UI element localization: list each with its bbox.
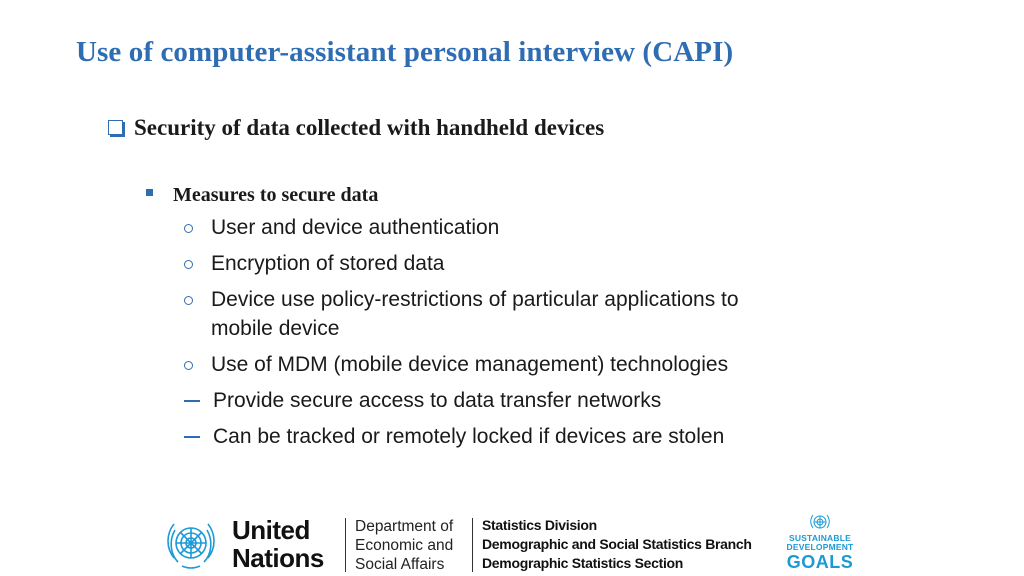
list-item-text: Encryption of stored data xyxy=(211,252,445,275)
list-item-text: Use of MDM (mobile device management) technologies xyxy=(211,353,729,376)
level1-text: Security of data collected with handheld devices xyxy=(134,115,605,140)
un-name xyxy=(232,516,324,572)
circle-bullet-icon xyxy=(184,224,193,233)
sdg-logo xyxy=(784,512,856,570)
un-name-line1: United xyxy=(232,515,310,545)
list-item-text: User and device authentication xyxy=(211,216,500,239)
dash-bullet-icon xyxy=(184,436,200,438)
level2-text: Measures to secure data xyxy=(173,183,379,206)
stats-line1: Statistics Division xyxy=(482,517,597,533)
stats-line2: Demographic and Social Statistics Branch xyxy=(482,536,752,552)
list-item-text: Device use policy-restrictions of particular applications to mobile device xyxy=(211,288,739,340)
divider xyxy=(472,518,473,572)
stats-line3: Demographic Statistics Section xyxy=(482,555,684,571)
list-item xyxy=(184,386,804,415)
level2-bullet xyxy=(146,182,378,208)
circle-bullet-icon xyxy=(184,361,193,370)
desa-line2: Economic and xyxy=(355,537,454,554)
list-item xyxy=(184,350,804,379)
desa-line1: Department of xyxy=(355,518,454,535)
sdg-goals: GOALS xyxy=(786,552,854,572)
slide-title: Use of computer-assistant personal interview (CAPI) xyxy=(76,36,734,68)
un-emblem-icon xyxy=(160,514,222,576)
list-item-text: Provide secure access to data transfer networks xyxy=(213,389,662,412)
checkbox-icon xyxy=(108,120,123,135)
sdg-line2: DEVELOPMENT xyxy=(786,542,854,552)
list-item xyxy=(184,249,804,278)
sdg-line1: SUSTAINABLE xyxy=(788,533,851,543)
list-item-text: Can be tracked or remotely locked if devices are stolen xyxy=(213,425,725,448)
list-item xyxy=(184,285,804,343)
stats-division-label xyxy=(482,516,752,573)
desa-label xyxy=(355,517,453,574)
un-emblem-icon xyxy=(809,512,831,534)
bullet-list xyxy=(184,213,804,458)
desa-line3: Social Affairs xyxy=(355,556,445,573)
footer xyxy=(160,512,860,574)
circle-bullet-icon xyxy=(184,296,193,305)
un-name-line2: Nations xyxy=(232,543,324,573)
list-item xyxy=(184,422,804,451)
divider xyxy=(345,518,346,572)
circle-bullet-icon xyxy=(184,260,193,269)
level1-bullet xyxy=(108,113,604,143)
dash-bullet-icon xyxy=(184,400,200,402)
square-bullet-icon xyxy=(146,189,153,196)
list-item xyxy=(184,213,804,242)
